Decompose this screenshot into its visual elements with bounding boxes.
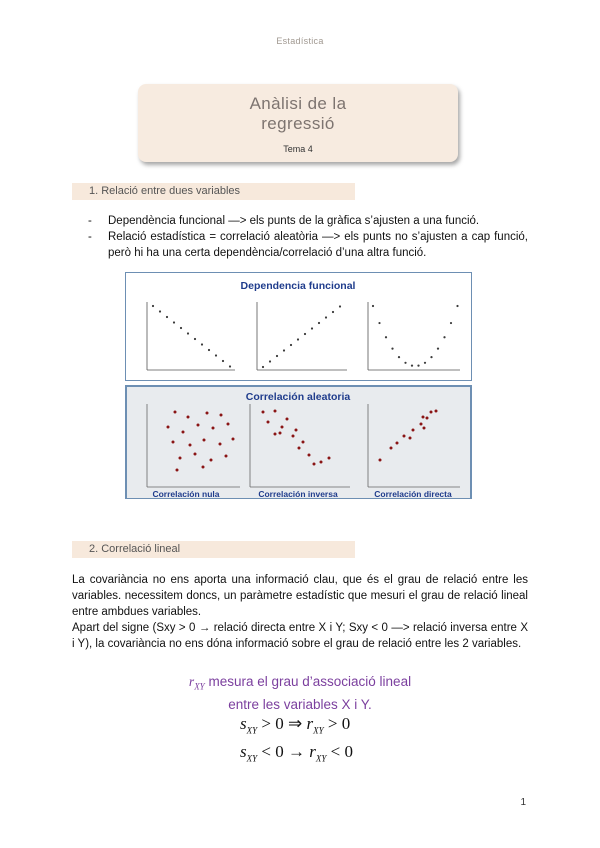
scatter-point: [197, 424, 200, 427]
scatter-point: [274, 433, 277, 436]
correlation-figure: [125, 272, 472, 499]
title-line-2: regressió: [261, 114, 335, 133]
formula-r: r: [306, 714, 314, 733]
function-point: [378, 322, 380, 324]
function-point: [304, 333, 306, 335]
bullet-dash: -: [88, 231, 92, 243]
scatter-point: [262, 411, 265, 414]
function-point: [194, 338, 196, 340]
formula-relation: < 0 →: [257, 742, 310, 762]
body-text: [72, 572, 528, 652]
r-subscript: XY: [194, 681, 205, 692]
function-point: [385, 336, 387, 338]
formula-relation: > 0 ⇒: [257, 714, 307, 733]
formula-sub: XY: [246, 753, 258, 764]
function-point: [290, 344, 292, 346]
scatter-point: [328, 457, 331, 460]
scatter-point: [176, 469, 179, 472]
scatter-point: [189, 444, 192, 447]
document-title: [138, 94, 458, 134]
formula-sub: XY: [315, 753, 327, 764]
scatter-point: [232, 438, 235, 441]
function-point: [325, 316, 327, 318]
callout-text-1: mesura el grau d’associació lineal: [208, 674, 412, 689]
function-point: [215, 354, 217, 356]
callout-text-2: entre les variables X i Y.: [228, 696, 372, 712]
scatter-point: [179, 457, 182, 460]
function-point: [297, 338, 299, 340]
scatter-point: [298, 447, 301, 450]
paragraph: Apart del signe (Sxy > 0 → relació directa entre X i Y; Sxy < 0 —> relació inversa entre X i Y), la covariància no ens dóna informació sobre el grau de relació entre les 2 variables.: [72, 622, 528, 650]
formula-tail: < 0: [326, 742, 353, 762]
bottom-panel-title: Correlación aleatoria: [245, 391, 351, 403]
scatter-point: [308, 454, 311, 457]
scatter-point: [167, 426, 170, 429]
function-point: [318, 322, 320, 324]
scatter-point: [267, 421, 270, 424]
scatter-point: [320, 461, 323, 464]
function-point: [411, 365, 413, 367]
correlation-figure-svg: [125, 272, 472, 499]
function-point: [166, 316, 168, 318]
function-point: [311, 327, 313, 329]
scatter-point: [220, 414, 223, 417]
formula-line: [240, 741, 400, 769]
title-subtitle: Tema 4: [283, 144, 313, 154]
function-point: [372, 305, 374, 307]
scatter-point: [420, 423, 423, 426]
formula-line: [240, 713, 400, 741]
page-number: 1: [520, 797, 526, 808]
scatter-point: [302, 441, 305, 444]
scatter-point: [435, 410, 438, 413]
section-2-heading: 2. Correlació lineal: [72, 541, 355, 558]
function-point: [159, 310, 161, 312]
function-point: [152, 305, 154, 307]
label-inverse-correlation: Correlación inversa: [258, 489, 338, 499]
function-point: [283, 349, 285, 351]
function-point: [450, 322, 452, 324]
label-null-correlation: Correlación nula: [152, 489, 220, 499]
bullet-item: [88, 229, 528, 261]
function-point: [222, 360, 224, 362]
bullet-list: [88, 213, 528, 261]
function-point: [391, 348, 393, 350]
scatter-point: [422, 416, 425, 419]
paragraph: La covariància no ens aporta una informació clau, que és el grau de relació entre les variables. necessitem doncs, un paràmetre estadístic que mesuri el grau de relació lineal entre ambdues variables.: [72, 574, 528, 618]
function-point: [269, 360, 271, 362]
scatter-point: [174, 411, 177, 414]
label-direct-correlation: Correlación directa: [374, 489, 452, 499]
scatter-point: [206, 412, 209, 415]
function-point: [398, 356, 400, 358]
scatter-point: [423, 427, 426, 430]
function-point: [173, 321, 175, 323]
scatter-point: [313, 463, 316, 466]
function-point: [208, 349, 210, 351]
scatter-point: [426, 417, 429, 420]
function-point: [332, 311, 334, 313]
scatter-point: [202, 466, 205, 469]
function-point: [276, 355, 278, 357]
function-point: [417, 365, 419, 367]
scatter-point: [203, 439, 206, 442]
scatter-point: [430, 411, 433, 414]
scatter-point: [295, 429, 298, 432]
function-point: [180, 327, 182, 329]
top-panel-title: Dependencia funcional: [240, 280, 356, 292]
scatter-point: [212, 427, 215, 430]
formula-sub: XY: [313, 725, 324, 736]
function-point: [456, 305, 458, 307]
title-card: [138, 84, 458, 162]
formula-sub: XY: [246, 725, 258, 736]
function-point: [424, 362, 426, 364]
formula-tail: > 0: [323, 714, 351, 733]
function-point: [430, 356, 432, 358]
scatter-point: [225, 455, 228, 458]
function-point: [262, 366, 264, 368]
scatter-point: [379, 459, 382, 462]
bullet-text: Relació estadística = correlació aleatòria —> els punts no s’ajusten a cap funció, però hi ha una certa dependència/correlació d’una altra funció.: [108, 231, 528, 259]
formula-block: [240, 713, 400, 770]
function-point: [443, 336, 445, 338]
scatter-point: [292, 435, 295, 438]
scatter-point: [182, 431, 185, 434]
scatter-point: [227, 423, 230, 426]
definition-callout: [150, 673, 450, 714]
scatter-point: [409, 437, 412, 440]
scatter-point: [279, 432, 282, 435]
bullet-text: Dependència funcional —> els punts de la gràfica s’ajusten a una funció.: [108, 215, 480, 227]
scatter-point: [219, 443, 222, 446]
title-line-1: Anàlisi de la: [249, 94, 347, 113]
function-point: [404, 362, 406, 364]
scatter-point: [194, 453, 197, 456]
formula-s: s: [240, 742, 247, 762]
scatter-point: [390, 447, 393, 450]
bullet-dash: -: [88, 215, 92, 227]
section-1-heading: 1. Relació entre dues variables: [72, 183, 355, 200]
scatter-point: [286, 418, 289, 421]
scatter-point: [412, 429, 415, 432]
function-point: [201, 343, 203, 345]
scatter-point: [274, 410, 277, 413]
scatter-point: [281, 426, 284, 429]
scatter-point: [403, 435, 406, 438]
bullet-item: [88, 213, 528, 229]
function-point: [229, 365, 231, 367]
formula-r: r: [309, 742, 316, 762]
scatter-point: [187, 416, 190, 419]
scatter-point: [396, 442, 399, 445]
r-symbol: r: [188, 674, 195, 689]
scatter-point: [210, 459, 213, 462]
callout-line-1: [150, 673, 450, 696]
running-header: Estadística: [276, 36, 324, 46]
formula-s: s: [240, 714, 247, 733]
function-point: [187, 332, 189, 334]
function-point: [437, 348, 439, 350]
scatter-point: [172, 441, 175, 444]
function-point: [339, 305, 341, 307]
